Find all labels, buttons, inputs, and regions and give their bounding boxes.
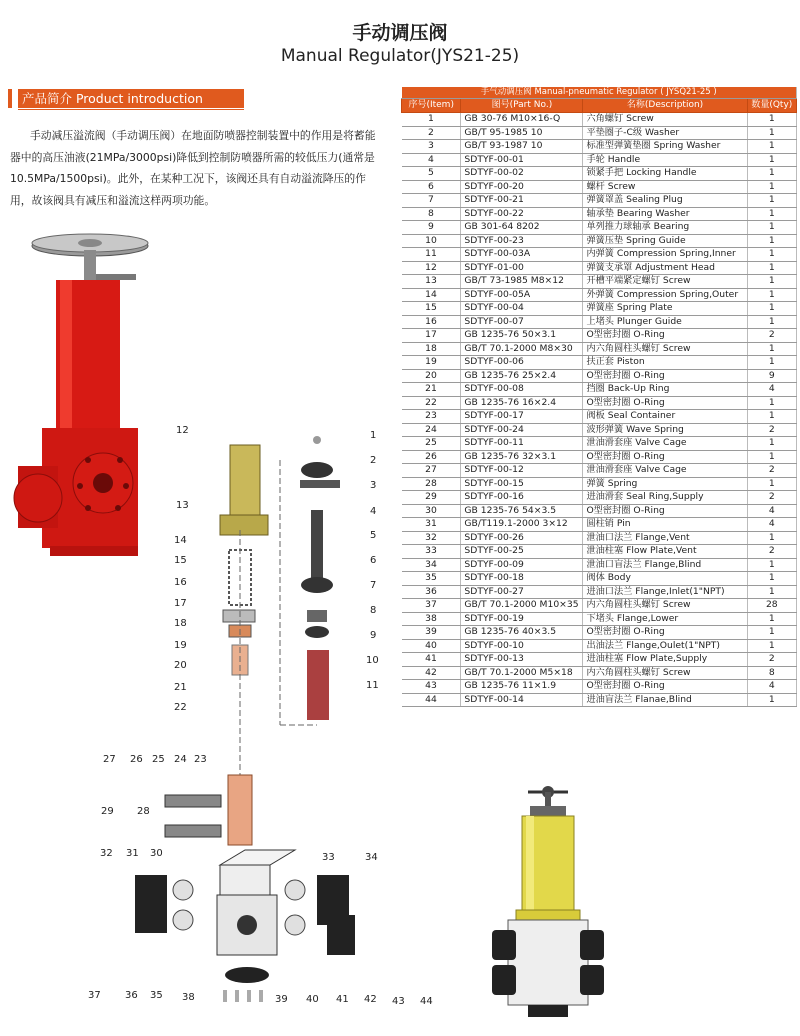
cell-description: 圆柱销 Pin: [583, 518, 747, 532]
cell-part-no: SDTYF-00-14: [461, 693, 583, 707]
callout-33: 33: [322, 852, 335, 863]
callout-5: 5: [370, 530, 377, 541]
callout-26: 26: [130, 754, 143, 765]
section-header-rule: [18, 109, 244, 110]
callout-19: 19: [174, 640, 187, 651]
cell-qty: 1: [747, 477, 796, 491]
cell-part-no: GB/T 70.1-2000 M8×30: [461, 342, 583, 356]
callout-4: 4: [370, 506, 377, 517]
callout-7: 7: [370, 580, 377, 591]
cell-qty: 1: [747, 558, 796, 572]
cell-qty: 1: [747, 356, 796, 370]
cell-part-no: GB 1235-76 40×3.5: [461, 626, 583, 640]
cell-description: 进油口法兰 Flange,Inlet(1"NPT): [583, 585, 747, 599]
callout-21: 21: [174, 682, 187, 693]
cell-qty: 1: [747, 437, 796, 451]
cell-part-no: GB/T 70.1-2000 M10×35: [461, 599, 583, 613]
table-row: [402, 437, 797, 451]
cell-part-no: SDTYF-00-26: [461, 531, 583, 545]
parts-table: [401, 87, 797, 707]
table-row: [402, 666, 797, 680]
cell-item: 18: [402, 342, 461, 356]
callout-13: 13: [176, 500, 189, 511]
cell-item: 31: [402, 518, 461, 532]
cell-item: 37: [402, 599, 461, 613]
parts-table-header: [402, 99, 797, 113]
cell-part-no: SDTYF-00-24: [461, 423, 583, 437]
cell-item: 3: [402, 140, 461, 154]
table-row: [402, 504, 797, 518]
cell-description: O型密封圈 O-Ring: [583, 680, 747, 694]
table-row: [402, 248, 797, 262]
cell-qty: 1: [747, 531, 796, 545]
table-row: [402, 194, 797, 208]
cell-part-no: SDTYF-00-27: [461, 585, 583, 599]
cell-description: 泄油口盲法兰 Flange,Blind: [583, 558, 747, 572]
table-row: [402, 518, 797, 532]
cell-qty: 1: [747, 626, 796, 640]
cell-description: 内六角圆柱头螺钉 Screw: [583, 342, 747, 356]
cell-qty: 4: [747, 518, 796, 532]
col-part-no: 图号(Part No.): [461, 99, 583, 113]
cell-part-no: SDTYF-00-15: [461, 477, 583, 491]
cell-qty: 2: [747, 491, 796, 505]
cell-part-no: SDTYF-00-16: [461, 491, 583, 505]
cell-item: 10: [402, 234, 461, 248]
callout-22: 22: [174, 702, 187, 713]
cell-part-no: GB 1235-76 50×3.1: [461, 329, 583, 343]
cell-part-no: GB 1235-76 32×3.1: [461, 450, 583, 464]
table-row: [402, 545, 797, 559]
callout-25: 25: [152, 754, 165, 765]
cell-part-no: GB/T 73-1985 M8×12: [461, 275, 583, 289]
callout-27: 27: [103, 754, 116, 765]
cell-item: 33: [402, 545, 461, 559]
cell-description: 泄油柱塞 Flow Plate,Vent: [583, 545, 747, 559]
cell-description: 手轮 Handle: [583, 153, 747, 167]
callout-9: 9: [370, 630, 377, 641]
cell-part-no: GB/T 93-1987 10: [461, 140, 583, 154]
cell-description: 扶正套 Piston: [583, 356, 747, 370]
cell-qty: 1: [747, 234, 796, 248]
cell-item: 4: [402, 153, 461, 167]
cell-part-no: GB 301-64 8202: [461, 221, 583, 235]
cell-part-no: GB/T 95-1985 10: [461, 126, 583, 140]
cell-description: 弹簧支承罩 Adjustment Head: [583, 261, 747, 275]
cell-description: 弹簧罩盖 Sealing Plug: [583, 194, 747, 208]
cell-item: 43: [402, 680, 461, 694]
callout-37: 37: [88, 990, 101, 1001]
callout-1: 1: [370, 430, 377, 441]
cell-item: 24: [402, 423, 461, 437]
cell-qty: 2: [747, 545, 796, 559]
callout-18: 18: [174, 618, 187, 629]
cell-item: 16: [402, 315, 461, 329]
cell-description: 泄油滑套座 Valve Cage: [583, 464, 747, 478]
callout-38: 38: [182, 992, 195, 1003]
cell-description: 泄油滑套座 Valve Cage: [583, 437, 747, 451]
cell-qty: 2: [747, 423, 796, 437]
cell-part-no: GB 1235-76 11×1.9: [461, 680, 583, 694]
col-qty: 数量(Qty): [747, 99, 796, 113]
cell-part-no: GB/T119.1-2000 3×12: [461, 518, 583, 532]
cell-item: 15: [402, 302, 461, 316]
cell-item: 38: [402, 612, 461, 626]
parts-table-caption: 手气动调压阀 Manual-pneumatic Regulator ( JYSQ21-25 ): [402, 87, 797, 99]
table-row: [402, 126, 797, 140]
cell-qty: 1: [747, 113, 796, 127]
cell-qty: 8: [747, 666, 796, 680]
cell-qty: 4: [747, 680, 796, 694]
cell-description: 进油柱塞 Flow Plate,Supply: [583, 653, 747, 667]
cell-item: 25: [402, 437, 461, 451]
callout-42: 42: [364, 994, 377, 1005]
table-row: [402, 221, 797, 235]
callout-12: 12: [176, 425, 189, 436]
cell-item: 13: [402, 275, 461, 289]
intro-paragraph: 手动减压溢流阀（手动调压阀）在地面防喷器控制装置中的作用是将蓄能器中的高压油液(21MPa/3000psi)降低到控制防喷器所需的较低压力(通常是10.5MPa/1500psi)。此外，在某种工况下，该阀还具有自动溢流降压的作用，故该阀具有减压和溢流这样两项功能。: [10, 129, 376, 207]
cell-qty: 1: [747, 248, 796, 262]
cell-part-no: SDTYF-00-19: [461, 612, 583, 626]
cell-qty: 1: [747, 261, 796, 275]
cell-description: 内弹簧 Compression Spring,Inner: [583, 248, 747, 262]
cell-part-no: SDTYF-00-25: [461, 545, 583, 559]
cell-item: 1: [402, 113, 461, 127]
cell-description: 弹簧座 Spring Plate: [583, 302, 747, 316]
cell-description: 弹簧压垫 Spring Guide: [583, 234, 747, 248]
table-row: [402, 180, 797, 194]
cell-qty: 4: [747, 383, 796, 397]
callout-14: 14: [174, 535, 187, 546]
callout-10: 10: [366, 655, 379, 666]
table-row: [402, 639, 797, 653]
cell-part-no: SDTYF-00-04: [461, 302, 583, 316]
cell-description: 单列推力球轴承 Bearing: [583, 221, 747, 235]
callout-2: 2: [370, 455, 377, 466]
table-row: [402, 275, 797, 289]
cell-part-no: SDTYF-00-17: [461, 410, 583, 424]
cell-description: 轴承垫 Bearing Washer: [583, 207, 747, 221]
table-row: [402, 464, 797, 478]
cell-description: O型密封圈 O-Ring: [583, 450, 747, 464]
table-row: [402, 396, 797, 410]
table-row: [402, 558, 797, 572]
table-row: [402, 477, 797, 491]
table-row: [402, 423, 797, 437]
cell-item: 41: [402, 653, 461, 667]
page-title-en: Manual Regulator(JYS21-25): [280, 46, 520, 66]
cell-description: 锁紧手把 Locking Handle: [583, 167, 747, 181]
cell-description: 阀板 Seal Container: [583, 410, 747, 424]
cell-qty: 1: [747, 126, 796, 140]
cell-part-no: GB/T 70.1-2000 M5×18: [461, 666, 583, 680]
cell-description: 下堵头 Flange,Lower: [583, 612, 747, 626]
callout-8: 8: [370, 605, 377, 616]
cell-item: 22: [402, 396, 461, 410]
cell-qty: 1: [747, 342, 796, 356]
cell-part-no: SDTYF-00-08: [461, 383, 583, 397]
cell-part-no: SDTYF-00-02: [461, 167, 583, 181]
callout-15: 15: [174, 555, 187, 566]
table-row: [402, 572, 797, 586]
cell-part-no: SDTYF-00-13: [461, 653, 583, 667]
cell-qty: 2: [747, 329, 796, 343]
col-description: 名称(Description): [583, 99, 747, 113]
cell-description: 上堵头 Plunger Guide: [583, 315, 747, 329]
cell-item: 20: [402, 369, 461, 383]
cell-qty: 1: [747, 194, 796, 208]
cell-item: 14: [402, 288, 461, 302]
cell-part-no: GB 30-76 M10×16-Q: [461, 113, 583, 127]
cell-description: 弹簧 Spring: [583, 477, 747, 491]
cell-item: 19: [402, 356, 461, 370]
callout-30: 30: [150, 848, 163, 859]
cell-qty: 2: [747, 653, 796, 667]
table-row: [402, 491, 797, 505]
table-row: [402, 207, 797, 221]
cell-qty: 1: [747, 612, 796, 626]
table-row: [402, 356, 797, 370]
table-row: [402, 329, 797, 343]
cell-qty: 1: [747, 180, 796, 194]
cell-description: O型密封圈 O-Ring: [583, 396, 747, 410]
cell-description: O型密封圈 O-Ring: [583, 504, 747, 518]
callout-29: 29: [101, 806, 114, 817]
cell-description: 进油滑套 Seal Ring,Supply: [583, 491, 747, 505]
table-row: [402, 113, 797, 127]
cell-description: 内六角圆柱头螺钉 Screw: [583, 666, 747, 680]
table-row: [402, 261, 797, 275]
cell-qty: 1: [747, 140, 796, 154]
table-row: [402, 153, 797, 167]
callout-43: 43: [392, 996, 405, 1007]
table-row: [402, 288, 797, 302]
cell-description: 泄油口法兰 Flange,Vent: [583, 531, 747, 545]
table-row: [402, 599, 797, 613]
cell-part-no: SDTYF-00-07: [461, 315, 583, 329]
cell-item: 21: [402, 383, 461, 397]
callout-39: 39: [275, 994, 288, 1005]
cell-item: 29: [402, 491, 461, 505]
cell-description: 螺杆 Screw: [583, 180, 747, 194]
table-row: [402, 450, 797, 464]
cell-part-no: SDTYF-00-10: [461, 639, 583, 653]
cell-description: 挡圈 Back-Up Ring: [583, 383, 747, 397]
section-header-bar: [8, 89, 12, 108]
callout-28: 28: [137, 806, 150, 817]
callout-36: 36: [125, 990, 138, 1001]
cell-qty: 28: [747, 599, 796, 613]
cell-part-no: GB 1235-76 16×2.4: [461, 396, 583, 410]
cell-item: 35: [402, 572, 461, 586]
cell-item: 27: [402, 464, 461, 478]
cell-item: 36: [402, 585, 461, 599]
table-row: [402, 167, 797, 181]
callout-41: 41: [336, 994, 349, 1005]
cell-part-no: SDTYF-00-05A: [461, 288, 583, 302]
page-title-cn: 手动调压阀: [352, 22, 448, 44]
callout-24: 24: [174, 754, 187, 765]
table-row: [402, 383, 797, 397]
cell-part-no: SDTYF-00-23: [461, 234, 583, 248]
callout-35: 35: [150, 990, 163, 1001]
cell-part-no: SDTYF-00-18: [461, 572, 583, 586]
cell-item: 5: [402, 167, 461, 181]
callout-44: 44: [420, 996, 433, 1007]
cell-item: 30: [402, 504, 461, 518]
callout-23: 23: [194, 754, 207, 765]
cell-description: 标准型弹簧垫圈 Spring Washer: [583, 140, 747, 154]
callout-11: 11: [366, 680, 379, 691]
callout-3: 3: [370, 480, 377, 491]
cell-part-no: SDTYF-00-20: [461, 180, 583, 194]
cell-qty: 1: [747, 450, 796, 464]
cell-qty: 4: [747, 504, 796, 518]
cell-part-no: SDTYF-00-03A: [461, 248, 583, 262]
cell-qty: 1: [747, 153, 796, 167]
callout-16: 16: [174, 577, 187, 588]
cell-item: 28: [402, 477, 461, 491]
cell-qty: 1: [747, 572, 796, 586]
cell-part-no: SDTYF-00-01: [461, 153, 583, 167]
cell-qty: 1: [747, 167, 796, 181]
cell-description: 内六角圆柱头螺钉 Screw: [583, 599, 747, 613]
cell-item: 40: [402, 639, 461, 653]
cell-part-no: SDTYF-00-06: [461, 356, 583, 370]
table-row: [402, 410, 797, 424]
cell-item: 44: [402, 693, 461, 707]
table-row: [402, 680, 797, 694]
callout-17: 17: [174, 598, 187, 609]
table-row: [402, 585, 797, 599]
cell-qty: 1: [747, 221, 796, 235]
cell-item: 42: [402, 666, 461, 680]
cell-part-no: SDTYF-00-12: [461, 464, 583, 478]
cell-qty: 1: [747, 585, 796, 599]
table-row: [402, 315, 797, 329]
cell-item: 23: [402, 410, 461, 424]
cell-qty: 1: [747, 693, 796, 707]
cell-item: 26: [402, 450, 461, 464]
cell-part-no: SDTYF-00-09: [461, 558, 583, 572]
table-row: [402, 612, 797, 626]
cell-description: O型密封圈 O-Ring: [583, 369, 747, 383]
cell-qty: 1: [747, 302, 796, 316]
table-row: [402, 234, 797, 248]
table-row: [402, 693, 797, 707]
cell-item: 8: [402, 207, 461, 221]
cell-description: 出油法兰 Flange,Oulet(1"NPT): [583, 639, 747, 653]
yellow-regulator-image: [488, 770, 608, 1025]
cell-item: 11: [402, 248, 461, 262]
cell-part-no: GB 1235-76 54×3.5: [461, 504, 583, 518]
cell-part-no: SDTYF-00-11: [461, 437, 583, 451]
callout-32: 32: [100, 848, 113, 859]
cell-item: 17: [402, 329, 461, 343]
cell-description: O型密封圈 O-Ring: [583, 626, 747, 640]
cell-item: 12: [402, 261, 461, 275]
cell-description: 外弹簧 Compression Spring,Outer: [583, 288, 747, 302]
section-header: [8, 89, 244, 108]
cell-item: 7: [402, 194, 461, 208]
table-row: [402, 653, 797, 667]
callout-40: 40: [306, 994, 319, 1005]
cell-description: O型密封圈 O-Ring: [583, 329, 747, 343]
cell-qty: 1: [747, 275, 796, 289]
cell-description: 进油盲法兰 Flanae,Blind: [583, 693, 747, 707]
table-row: [402, 342, 797, 356]
cell-qty: 1: [747, 396, 796, 410]
parts-table-body: [402, 113, 797, 707]
cell-item: 32: [402, 531, 461, 545]
cell-qty: 1: [747, 288, 796, 302]
cell-part-no: SDTYF-00-21: [461, 194, 583, 208]
table-row: [402, 531, 797, 545]
callout-34: 34: [365, 852, 378, 863]
cell-description: 开槽平端紧定螺钉 Screw: [583, 275, 747, 289]
cell-qty: 9: [747, 369, 796, 383]
cell-qty: 2: [747, 464, 796, 478]
table-row: [402, 140, 797, 154]
cell-qty: 1: [747, 207, 796, 221]
callout-31: 31: [126, 848, 139, 859]
cell-description: 平垫圈子-C级 Washer: [583, 126, 747, 140]
col-item: 序号(Item): [402, 99, 461, 113]
cell-description: 波形弹簧 Wave Spring: [583, 423, 747, 437]
cell-item: 39: [402, 626, 461, 640]
cell-qty: 1: [747, 639, 796, 653]
section-header-label: 产品简介 Product introduction: [18, 89, 244, 108]
cell-item: 6: [402, 180, 461, 194]
callout-20: 20: [174, 660, 187, 671]
cell-item: 34: [402, 558, 461, 572]
exploded-view-drawing: [95, 420, 440, 1015]
callout-6: 6: [370, 555, 377, 566]
cell-item: 9: [402, 221, 461, 235]
cell-qty: 1: [747, 410, 796, 424]
cell-part-no: SDTYF-01-00: [461, 261, 583, 275]
table-row: [402, 302, 797, 316]
cell-part-no: GB 1235-76 25×2.4: [461, 369, 583, 383]
cell-description: 六角螺钉 Screw: [583, 113, 747, 127]
table-row: [402, 369, 797, 383]
cell-qty: 1: [747, 315, 796, 329]
cell-description: 阀体 Body: [583, 572, 747, 586]
cell-part-no: SDTYF-00-22: [461, 207, 583, 221]
cell-item: 2: [402, 126, 461, 140]
table-row: [402, 626, 797, 640]
